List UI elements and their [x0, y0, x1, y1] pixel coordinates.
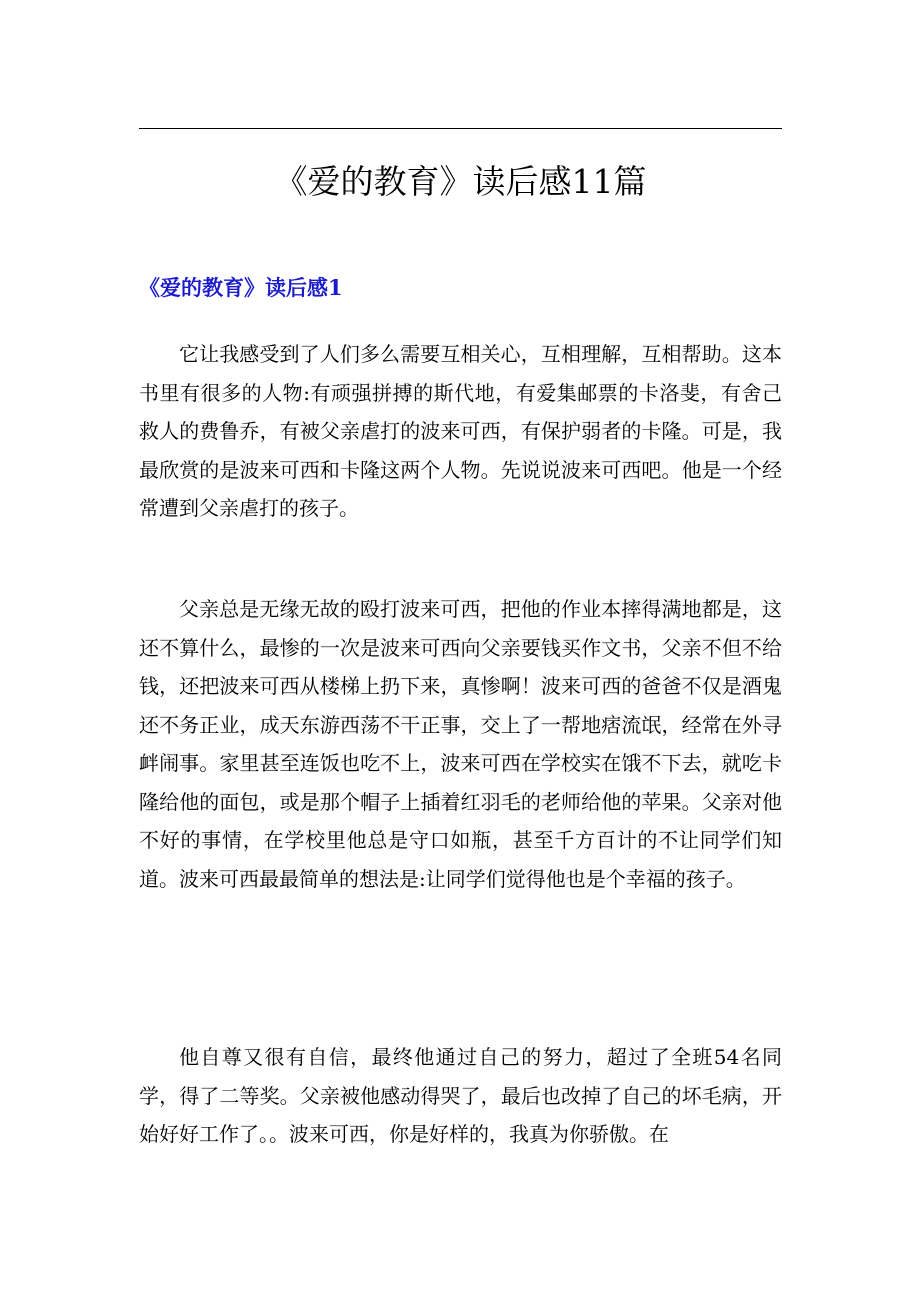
body-paragraph: 他自尊又很有自信，最终他通过自己的努力，超过了全班54名同学，得了二等奖。父亲被他感动得哭了，最后也改掉了自己的坏毛病，开始好好工作了。。波来可西，你是好样的，我真为你骄傲。在 [139, 1045, 782, 1146]
document-title: 《爱的教育》读后感11篇 [274, 162, 647, 201]
body-paragraph: 父亲总是无缘无故的殴打波来可西，把他的作业本摔得满地都是，这还不算什么，最惨的一次是波来可西向父亲要钱买作文书，父亲不但不给钱，还把波来可西从楼梯上扔下来，真惨啊！波来可西的爸爸不仅是酒鬼还不务正业，成天东游西荡不干正事，交上了一帮地痞流氓，经常在外寻衅闹事。家里甚至连饭也吃不上，波来可西在学校实在饿不下去，就吃卡隆给他的面包，或是那个帽子上插着红羽毛的老师给他的苹果。父亲对他不好的事情，在学校里他总是守口如瓶，甚至千方百计的不让同学们知道。波来可西最最简单的想法是:让同学们觉得他也是个幸福的孩子。 [139, 597, 782, 891]
section-heading: 《爱的教育》读后感1 [139, 275, 343, 300]
body-paragraph: 它让我感受到了人们多么需要互相关心，互相理解，互相帮助。这本书里有很多的人物:有顽强拼搏的斯代地，有爱集邮票的卡洛斐，有舍己救人的费鲁乔，有被父亲虐打的波来可西，有保护弱者的卡隆。可是，我最欣赏的是波来可西和卡隆这两个人物。先说说波来可西吧。他是一个经常遭到父亲虐打的孩子。 [139, 342, 782, 520]
header-rule [139, 128, 782, 129]
